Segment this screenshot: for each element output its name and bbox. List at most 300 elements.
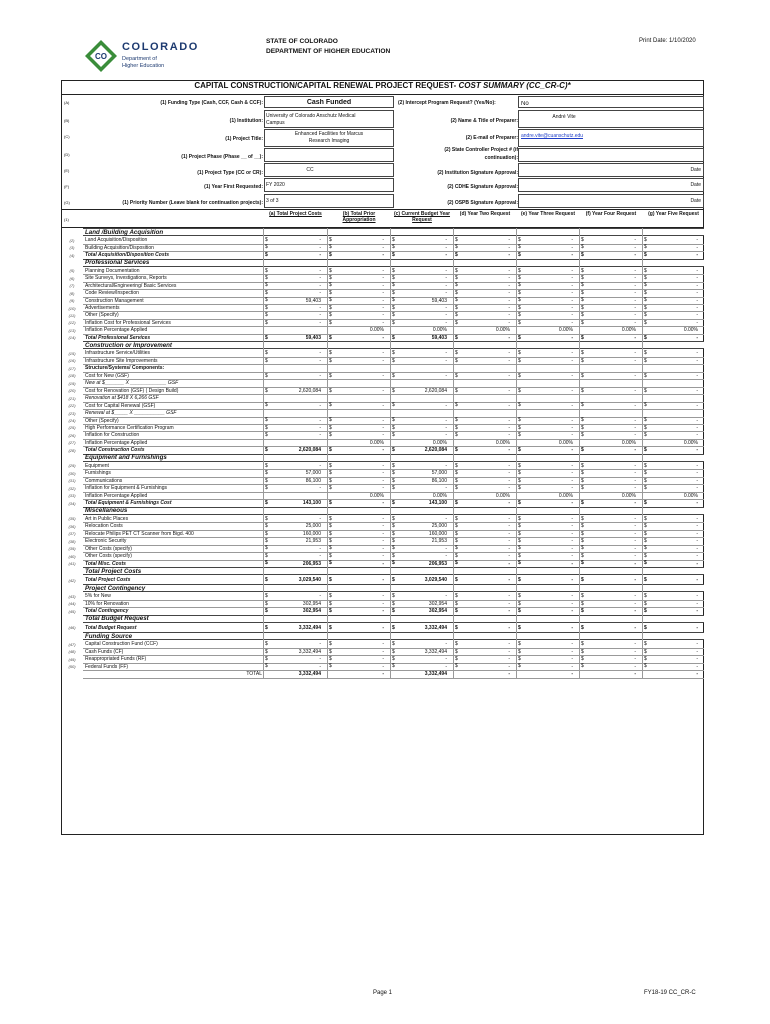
cell-value[interactable]: - <box>571 560 573 567</box>
cell-value[interactable]: - <box>382 648 384 655</box>
cell-value[interactable]: - <box>445 553 447 560</box>
cell-value[interactable]: - <box>696 545 698 552</box>
cell-value[interactable]: - <box>508 350 510 357</box>
cell-value[interactable]: - <box>319 593 321 600</box>
cell-value[interactable]: - <box>571 424 573 431</box>
cell-value[interactable]: - <box>696 424 698 431</box>
cell-value[interactable]: - <box>571 305 573 311</box>
cell-value[interactable]: - <box>382 608 384 615</box>
cell-value[interactable]: 3,332,494 <box>424 624 447 631</box>
cell-value[interactable]: - <box>382 334 384 341</box>
project-type-field[interactable] <box>264 163 394 177</box>
cell-value[interactable]: - <box>382 624 384 631</box>
cell-value[interactable]: - <box>696 387 698 394</box>
cell-value[interactable]: - <box>571 237 573 244</box>
cell-value[interactable]: - <box>382 424 384 431</box>
cell-value[interactable]: - <box>571 267 573 274</box>
cell-value[interactable]: 2,620,084 <box>298 447 321 454</box>
cell-value[interactable]: - <box>382 282 384 289</box>
cell-value[interactable]: 3,332,494 <box>424 671 447 678</box>
cell-value[interactable]: 160,000 <box>302 530 321 537</box>
cell-value[interactable]: - <box>508 312 510 319</box>
cell-value[interactable]: - <box>382 523 384 530</box>
cell-value[interactable]: - <box>508 485 510 492</box>
cell-value[interactable]: - <box>571 593 573 600</box>
cell-value[interactable]: - <box>634 275 636 282</box>
cell-value[interactable]: - <box>696 290 698 297</box>
cell-value[interactable]: - <box>634 417 636 424</box>
cell-value[interactable]: - <box>571 515 573 522</box>
cell-value[interactable]: 143,100 <box>428 500 447 507</box>
inst-sig-field[interactable] <box>518 163 704 177</box>
cell-value[interactable]: - <box>382 387 384 394</box>
cell-value[interactable]: - <box>634 515 636 522</box>
cdhe-sig-field[interactable] <box>518 178 704 192</box>
cell-value[interactable]: - <box>634 530 636 537</box>
cell-value[interactable]: - <box>508 553 510 560</box>
cell-value[interactable]: 0.00% <box>558 439 573 446</box>
cell-value[interactable]: - <box>445 593 447 600</box>
cell-value[interactable]: - <box>508 319 510 326</box>
cell-value[interactable]: - <box>319 350 321 357</box>
project-title-field[interactable] <box>264 129 394 147</box>
cell-value[interactable]: 0.00% <box>683 492 698 499</box>
cell-value[interactable]: - <box>508 663 510 670</box>
cell-value[interactable]: - <box>508 477 510 484</box>
cell-value[interactable]: - <box>382 485 384 492</box>
cell-value[interactable]: - <box>696 485 698 492</box>
cell-value[interactable]: - <box>508 608 510 615</box>
cell-value[interactable]: - <box>571 312 573 319</box>
cell-value[interactable]: - <box>696 267 698 274</box>
cell-value[interactable]: - <box>382 462 384 469</box>
cell-value[interactable]: - <box>696 372 698 379</box>
preparer-field[interactable] <box>518 110 704 128</box>
funding-type-field[interactable] <box>264 96 394 108</box>
cell-value[interactable]: 0.00% <box>369 327 384 334</box>
cell-value[interactable]: - <box>382 432 384 439</box>
cell-value[interactable]: - <box>508 297 510 304</box>
cell-value[interactable]: - <box>634 319 636 326</box>
cell-value[interactable]: - <box>696 350 698 357</box>
cell-value[interactable]: - <box>571 350 573 357</box>
cell-value[interactable]: - <box>696 312 698 319</box>
cell-value[interactable]: - <box>382 267 384 274</box>
ospb-sig-field[interactable] <box>518 194 704 208</box>
cell-value[interactable]: 3,332,494 <box>424 648 447 655</box>
cell-value[interactable]: - <box>634 553 636 560</box>
cell-value[interactable]: 0.00% <box>621 327 636 334</box>
cell-value[interactable]: 21,953 <box>305 538 321 545</box>
cell-value[interactable]: - <box>382 600 384 607</box>
cell-value[interactable]: - <box>508 305 510 311</box>
cell-value[interactable]: - <box>634 500 636 507</box>
cell-value[interactable]: - <box>445 244 447 251</box>
cell-value[interactable]: - <box>382 402 384 409</box>
cell-value[interactable]: - <box>696 417 698 424</box>
cell-value[interactable]: - <box>634 350 636 357</box>
cell-value[interactable]: - <box>696 560 698 567</box>
cell-value[interactable]: - <box>382 656 384 663</box>
cell-value[interactable]: - <box>508 267 510 274</box>
cell-value[interactable]: - <box>634 290 636 297</box>
cell-value[interactable]: - <box>696 553 698 560</box>
cell-value[interactable]: - <box>445 267 447 274</box>
cell-value[interactable]: - <box>319 485 321 492</box>
cell-value[interactable]: - <box>445 545 447 552</box>
cell-value[interactable]: - <box>634 252 636 259</box>
cell-value[interactable]: - <box>445 462 447 469</box>
cell-value[interactable]: 0.00% <box>683 439 698 446</box>
cell-value[interactable]: 59,403 <box>431 334 447 341</box>
cell-value[interactable]: - <box>445 372 447 379</box>
cell-value[interactable]: - <box>571 252 573 259</box>
cell-value[interactable]: - <box>382 305 384 311</box>
cell-value[interactable]: - <box>508 500 510 507</box>
cell-value[interactable]: - <box>571 553 573 560</box>
cell-value[interactable]: - <box>571 282 573 289</box>
cell-value[interactable]: - <box>508 244 510 251</box>
cell-value[interactable]: - <box>634 305 636 311</box>
cell-value[interactable]: - <box>696 600 698 607</box>
cell-value[interactable]: - <box>571 641 573 648</box>
cell-value[interactable]: - <box>696 319 698 326</box>
cell-value[interactable]: 0.00% <box>495 327 510 334</box>
cell-value[interactable]: - <box>634 424 636 431</box>
cell-value[interactable]: - <box>696 237 698 244</box>
cell-value[interactable]: - <box>382 470 384 477</box>
cell-value[interactable]: 57,000 <box>305 470 321 477</box>
cell-value[interactable]: - <box>382 297 384 304</box>
cell-value[interactable]: - <box>634 432 636 439</box>
cell-value[interactable]: - <box>634 462 636 469</box>
cell-value[interactable]: 59,403 <box>305 334 321 341</box>
cell-value[interactable]: - <box>508 402 510 409</box>
cell-value[interactable]: - <box>508 462 510 469</box>
cell-value[interactable]: - <box>696 252 698 259</box>
cell-value[interactable]: - <box>508 252 510 259</box>
cell-value[interactable]: - <box>319 462 321 469</box>
institution-field[interactable] <box>264 110 394 128</box>
cell-value[interactable]: - <box>634 577 636 583</box>
cell-value[interactable]: - <box>319 290 321 297</box>
cell-value[interactable]: - <box>445 319 447 326</box>
cell-value[interactable]: 86,100 <box>431 477 447 484</box>
cell-value[interactable]: 206,953 <box>302 560 321 567</box>
cell-value[interactable]: - <box>319 432 321 439</box>
cell-value[interactable]: - <box>634 560 636 567</box>
cell-value[interactable]: - <box>382 275 384 282</box>
cell-value[interactable]: - <box>508 577 510 583</box>
cell-value[interactable]: - <box>634 334 636 341</box>
cell-value[interactable]: - <box>382 663 384 670</box>
cell-value[interactable]: - <box>634 593 636 600</box>
cell-value[interactable]: - <box>508 447 510 454</box>
cell-value[interactable]: - <box>571 297 573 304</box>
cell-value[interactable]: - <box>508 424 510 431</box>
cell-value[interactable]: - <box>696 671 698 678</box>
cell-value[interactable]: - <box>319 237 321 244</box>
cell-value[interactable]: - <box>571 600 573 607</box>
cell-value[interactable]: - <box>319 656 321 663</box>
cell-value[interactable]: - <box>508 290 510 297</box>
cell-value[interactable]: - <box>508 545 510 552</box>
email-field[interactable] <box>518 129 704 147</box>
cell-value[interactable]: - <box>508 641 510 648</box>
cell-value[interactable]: - <box>571 372 573 379</box>
cell-value[interactable]: - <box>696 515 698 522</box>
cell-value[interactable]: 3,029,540 <box>424 577 447 583</box>
cell-value[interactable]: - <box>634 470 636 477</box>
cell-value[interactable]: 86,100 <box>305 477 321 484</box>
cell-value[interactable]: - <box>634 608 636 615</box>
cell-value[interactable]: 21,953 <box>431 538 447 545</box>
cell-value[interactable]: - <box>634 244 636 251</box>
cell-value[interactable]: - <box>445 275 447 282</box>
cell-value[interactable]: - <box>445 252 447 259</box>
cell-value[interactable]: - <box>445 402 447 409</box>
cell-value[interactable]: - <box>571 608 573 615</box>
cell-value[interactable]: 302,954 <box>302 608 321 615</box>
cell-value[interactable]: - <box>319 372 321 379</box>
cell-value[interactable]: 0.00% <box>432 492 447 499</box>
cell-value[interactable]: - <box>634 671 636 678</box>
cell-value[interactable]: - <box>319 515 321 522</box>
cell-value[interactable]: - <box>382 500 384 507</box>
cell-value[interactable]: 2,620,084 <box>298 387 321 394</box>
cell-value[interactable]: - <box>508 470 510 477</box>
cell-value[interactable]: - <box>319 641 321 648</box>
cell-value[interactable]: 59,403 <box>431 297 447 304</box>
cell-value[interactable]: - <box>508 275 510 282</box>
cell-value[interactable]: - <box>634 312 636 319</box>
cell-value[interactable]: - <box>696 357 698 364</box>
priority-field[interactable] <box>264 194 394 208</box>
cell-value[interactable]: - <box>508 357 510 364</box>
cell-value[interactable]: - <box>571 624 573 631</box>
cell-value[interactable]: - <box>319 282 321 289</box>
cell-value[interactable]: - <box>319 267 321 274</box>
cell-value[interactable]: - <box>571 485 573 492</box>
cell-value[interactable]: - <box>445 305 447 311</box>
cell-value[interactable]: - <box>445 432 447 439</box>
cell-value[interactable]: 160,000 <box>428 530 447 537</box>
cell-value[interactable]: 0.00% <box>683 327 698 334</box>
cell-value[interactable]: - <box>382 312 384 319</box>
cell-value[interactable]: 0.00% <box>369 439 384 446</box>
cell-value[interactable]: - <box>508 656 510 663</box>
cell-value[interactable]: - <box>445 424 447 431</box>
cell-value[interactable]: - <box>696 282 698 289</box>
cell-value[interactable]: - <box>571 530 573 537</box>
year-first-field[interactable] <box>264 178 394 192</box>
cell-value[interactable]: - <box>696 470 698 477</box>
cell-value[interactable]: - <box>634 600 636 607</box>
cell-value[interactable]: - <box>571 275 573 282</box>
cell-value[interactable]: - <box>696 477 698 484</box>
cell-value[interactable]: - <box>319 305 321 311</box>
cell-value[interactable]: - <box>382 530 384 537</box>
cell-value[interactable]: - <box>382 641 384 648</box>
cell-value[interactable]: - <box>571 545 573 552</box>
cell-value[interactable]: - <box>634 477 636 484</box>
cell-value[interactable]: 302,954 <box>302 600 321 607</box>
cell-value[interactable]: 3,332,494 <box>298 648 321 655</box>
cell-value[interactable]: - <box>696 523 698 530</box>
cell-value[interactable]: - <box>696 530 698 537</box>
cell-value[interactable]: - <box>634 267 636 274</box>
cell-value[interactable]: - <box>319 275 321 282</box>
cell-value[interactable]: - <box>445 485 447 492</box>
cell-value[interactable]: - <box>571 244 573 251</box>
cell-value[interactable]: - <box>571 402 573 409</box>
cell-value[interactable]: - <box>634 237 636 244</box>
cell-value[interactable]: - <box>696 656 698 663</box>
cell-value[interactable]: - <box>696 402 698 409</box>
cell-value[interactable]: 206,953 <box>428 560 447 567</box>
cell-value[interactable]: 3,029,540 <box>298 577 321 583</box>
cell-value[interactable]: - <box>634 387 636 394</box>
cell-value[interactable]: - <box>382 417 384 424</box>
cell-value[interactable]: 302,954 <box>428 600 447 607</box>
cell-value[interactable]: - <box>634 372 636 379</box>
cell-value[interactable]: - <box>508 648 510 655</box>
cell-value[interactable]: - <box>382 447 384 454</box>
email-value[interactable]: andre.vite@cuanschutz.edu <box>521 133 584 139</box>
cell-value[interactable]: - <box>382 319 384 326</box>
cell-value[interactable]: - <box>382 515 384 522</box>
cell-value[interactable]: - <box>445 237 447 244</box>
cell-value[interactable]: - <box>696 577 698 583</box>
cell-value[interactable]: - <box>696 663 698 670</box>
cell-value[interactable]: 0.00% <box>495 492 510 499</box>
cell-value[interactable]: - <box>634 402 636 409</box>
cell-value[interactable]: - <box>508 671 510 678</box>
cell-value[interactable]: - <box>696 462 698 469</box>
cell-value[interactable]: 0.00% <box>621 439 636 446</box>
cell-value[interactable]: - <box>696 275 698 282</box>
cell-value[interactable]: - <box>508 560 510 567</box>
cell-value[interactable]: - <box>508 432 510 439</box>
cell-value[interactable]: - <box>508 334 510 341</box>
cell-value[interactable]: - <box>696 648 698 655</box>
cell-value[interactable]: - <box>445 515 447 522</box>
cell-value[interactable]: - <box>319 319 321 326</box>
cell-value[interactable]: 143,100 <box>302 500 321 507</box>
cell-value[interactable]: - <box>571 523 573 530</box>
cell-value[interactable]: - <box>508 237 510 244</box>
cell-value[interactable]: - <box>696 447 698 454</box>
cell-value[interactable]: - <box>571 663 573 670</box>
cell-value[interactable]: - <box>571 462 573 469</box>
cell-value[interactable]: - <box>382 671 384 678</box>
cell-value[interactable]: - <box>508 600 510 607</box>
cell-value[interactable]: - <box>382 290 384 297</box>
cell-value[interactable]: 0.00% <box>369 492 384 499</box>
cell-value[interactable]: - <box>696 297 698 304</box>
cell-value[interactable]: - <box>508 417 510 424</box>
cell-value[interactable]: - <box>382 237 384 244</box>
cell-value[interactable]: - <box>696 641 698 648</box>
cell-value[interactable]: 0.00% <box>558 327 573 334</box>
cell-value[interactable]: - <box>696 305 698 311</box>
cell-value[interactable]: - <box>382 252 384 259</box>
cell-value[interactable]: - <box>319 244 321 251</box>
cell-value[interactable]: - <box>445 417 447 424</box>
cell-value[interactable]: - <box>571 538 573 545</box>
cell-value[interactable]: - <box>571 656 573 663</box>
cell-value[interactable]: - <box>571 577 573 583</box>
cell-value[interactable]: - <box>634 663 636 670</box>
cell-value[interactable]: - <box>508 523 510 530</box>
cell-value[interactable]: - <box>319 312 321 319</box>
cell-value[interactable]: - <box>634 648 636 655</box>
cell-value[interactable]: - <box>696 538 698 545</box>
cell-value[interactable]: - <box>571 648 573 655</box>
cell-value[interactable]: - <box>382 560 384 567</box>
cell-value[interactable]: - <box>696 432 698 439</box>
cell-value[interactable]: - <box>634 538 636 545</box>
cell-value[interactable]: - <box>445 641 447 648</box>
cell-value[interactable]: - <box>382 372 384 379</box>
cell-value[interactable]: - <box>571 470 573 477</box>
cell-value[interactable]: - <box>508 593 510 600</box>
cell-value[interactable]: - <box>571 290 573 297</box>
cell-value[interactable]: - <box>508 282 510 289</box>
cell-value[interactable]: - <box>571 417 573 424</box>
cell-value[interactable]: - <box>319 553 321 560</box>
cell-value[interactable]: 3,332,494 <box>298 671 321 678</box>
cell-value[interactable]: 25,000 <box>431 523 447 530</box>
cell-value[interactable]: 2,620,084 <box>424 447 447 454</box>
cell-value[interactable]: - <box>319 663 321 670</box>
cell-value[interactable]: - <box>634 624 636 631</box>
cell-value[interactable]: - <box>382 244 384 251</box>
cell-value[interactable]: - <box>382 577 384 583</box>
cell-value[interactable]: - <box>382 545 384 552</box>
cell-value[interactable]: 25,000 <box>305 523 321 530</box>
cell-value[interactable]: - <box>382 477 384 484</box>
cell-value[interactable]: - <box>319 252 321 259</box>
cell-value[interactable]: 0.00% <box>432 439 447 446</box>
cell-value[interactable]: - <box>571 334 573 341</box>
cell-value[interactable]: - <box>571 477 573 484</box>
cell-value[interactable]: - <box>382 593 384 600</box>
cell-value[interactable]: - <box>445 656 447 663</box>
cell-value[interactable]: - <box>571 432 573 439</box>
cell-value[interactable]: - <box>696 244 698 251</box>
cell-value[interactable]: 0.00% <box>432 327 447 334</box>
cell-value[interactable]: - <box>382 357 384 364</box>
cell-value[interactable]: - <box>634 641 636 648</box>
cell-value[interactable]: 57,000 <box>431 470 447 477</box>
cell-value[interactable]: 0.00% <box>621 492 636 499</box>
cell-value[interactable]: - <box>634 545 636 552</box>
cell-value[interactable]: - <box>571 447 573 454</box>
controller-field[interactable] <box>518 148 704 162</box>
cell-value[interactable]: - <box>571 500 573 507</box>
cell-value[interactable]: - <box>508 515 510 522</box>
intercept-field[interactable] <box>518 96 704 108</box>
cell-value[interactable]: - <box>508 538 510 545</box>
cell-value[interactable]: 302,954 <box>428 608 447 615</box>
cell-value[interactable]: - <box>508 530 510 537</box>
cell-value[interactable]: - <box>634 282 636 289</box>
cell-value[interactable]: - <box>382 553 384 560</box>
cell-value[interactable]: - <box>445 312 447 319</box>
cell-value[interactable]: - <box>571 357 573 364</box>
cell-value[interactable]: - <box>696 334 698 341</box>
